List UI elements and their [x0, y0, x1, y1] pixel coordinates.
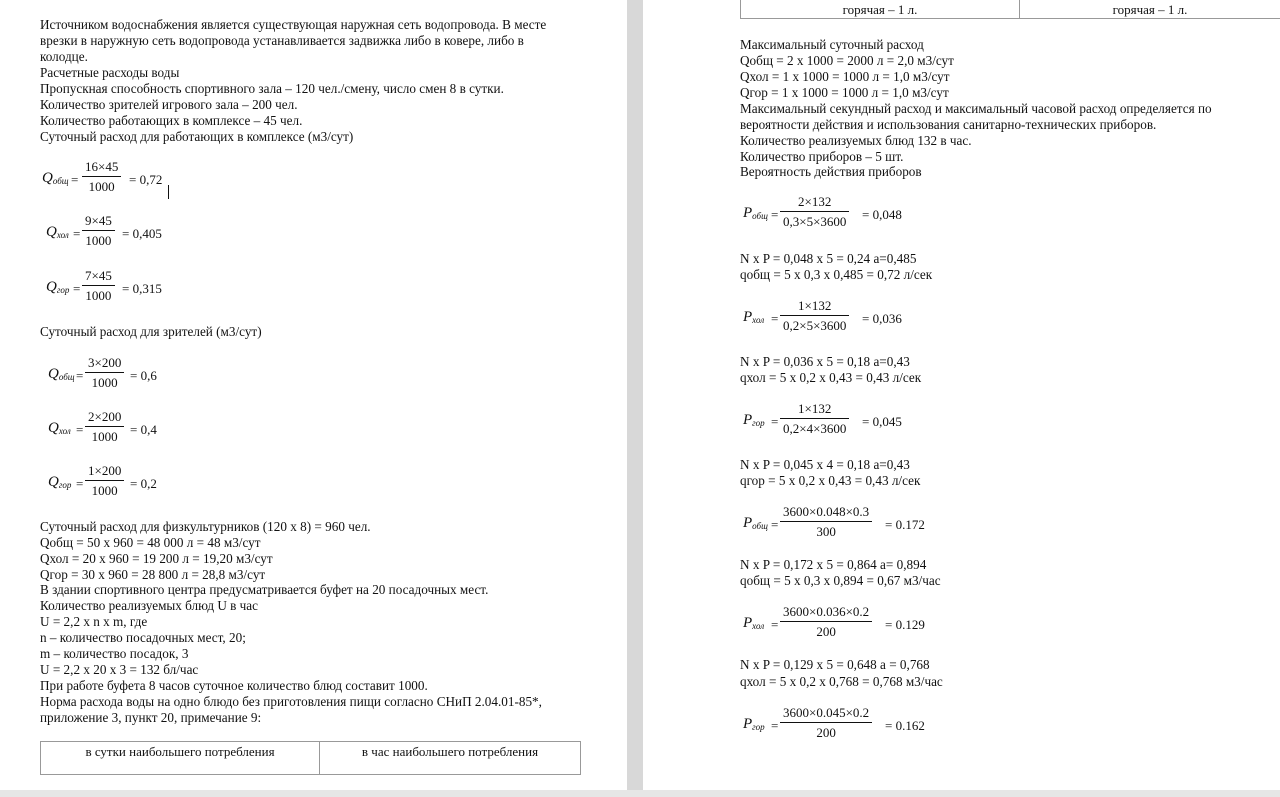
table-header-cell: в сутки наибольшего потребления: [41, 742, 320, 775]
formula-result: = 0.162: [885, 718, 925, 733]
text-line: Количество приборов – 5 шт.: [740, 149, 904, 164]
formula-result: = 0,405: [122, 226, 162, 241]
text-line: Количество зрителей игрового зала – 200 чел.: [40, 97, 298, 112]
text-line: Qобщ = 2 х 1000 = 2000 л = 2,0 м3/сут: [740, 53, 954, 68]
fraction: 7×45 1000: [82, 268, 115, 304]
formula-result: = 0,036: [862, 311, 902, 326]
fraction: 1×132 0,2×5×3600: [780, 298, 849, 334]
text-line: N х P = 0,045 х 4 = 0,18 a=0,43: [740, 457, 910, 472]
formula-result: = 0,4: [130, 422, 157, 437]
formula-symbol: $Q_{гор}$: [46, 279, 70, 295]
text-line: qобщ = 5 х 0,3 х 0,485 = 0,72 л/сек: [740, 267, 933, 282]
intro-line: колодце.: [40, 49, 88, 64]
formula-symbol: $P_{гор}$: [743, 412, 765, 428]
text-line: Суточный расход для работающих в комплексе (м3/сут): [40, 129, 354, 144]
fraction: 16×45 1000: [82, 159, 121, 195]
document-page-right: горячая – 1 л. горячая – 1 л. Максимальный суточный расход Qобщ = 2 х 1000 = 2000 л = 2,0 м3/сут Qхол = 1 х 1000 = 1000 л = 1,0 м3/сут Qгор = 1 х 1000 = 1000 л = 1,0 м3/сут Максимальный секундный расход и максимальный часовой расход определяется по вероятности действия и использования санитарно-технических приборов. Количество реализуемых блюд 132 в час. Количество приборов – 5 шт. Вероятность действия приборов $P_{общ}$ = 2×132 0,3×5×3600 = 0,048 N х P = 0,048 х 5 = 0,24 a=0,485 qобщ = 5 х 0,3 х 0,485 = 0,72 л/сек $P_{хол}$ = 1×132 0,2×5×3600 = 0,036 N х P = 0,036 х 5 = 0,18 a=0,43 qхол = 5 х 0,2 х 0,43 = 0,43 л/сек $P_{гор}$ = 1×132 0,2×4×3600 = 0,045 N х P = 0,045 х 4 = 0,18 a=0,43 qгор = 5 х 0,2 х 0,43 = 0,43 л/сек $P_{общ}$ = 3600×0.048×0.3 300 = 0.172 N х P = 0,172 х 5 = 0,864 a= 0,894 qобщ = 5 х 0,3 х 0,894 = 0,67 м3/час $P_{хол}$ = 3600×0.036×0.2 200 = 0.129 N х P = 0,129 х 5 = 0,648 a = 0,768 qхол = 5 х 0,2 х 0,768 = 0,768 м3/час $P_{гор}$ = 3600×0.045×0.2 200 = 0.162: [643, 0, 1280, 790]
document-page-left: Источником водоснабжения является существующая наружная сеть водопровода. В месте врезки в наружную сеть водопровода устанавливается задвижка либо в ковере, либо в колодце. Расчетные расходы воды Пропускная способность спортивного зала – 120 чел./смену, число смен 8 в сутки. Количество зрителей игрового зала – 200 чел. Количество работающих в комплексе – 45 чел. Суточный расход для работающих в комплексе (м3/сут) $Q_{общ}$ = 16×45 1000 = 0,72 $Q_{хол}$ = 9×45 1000 = 0,405 $Q_{гор}$ = 7×45 1000 = 0,315 Суточный расход для зрителей (м3/сут) $Q_{общ}$ = 3×200 1000 = 0,6 $Q_{хол}$ = 2×200 1000 = 0,4 $Q_{гор}$ = 1×200 1000 = 0,2 Суточный расход для физкультурников (120 х 8) = 960 чел. Qобщ = 50 х 960 = 48 000 л = 48 м3/сут Qхол = 20 х 960 = 19 200 л = 19,20 м3/сут Qгор = 30 х 960 = 28 800 л = 28,8 м3/сут В здании спортивного центра предусматривается буфет на 20 посадочных мест. Количество реализуемых блюд U в час U = 2,2 х n х m, где n – количество посадочных мест, 20; m – количество посадок, 3 U = 2,2 х 20 х 3 = 132 бл/час При работе буфета 8 часов суточное количество блюд составит 1000. Норма расхода воды на одно блюдо без приготовления пищи согласно СНиП 2.04.01-85*, приложение 3, пункт 20, примечание 9: в сутки наибольшего потребления в час наибольшего потребления: [0, 0, 627, 790]
fraction: 3×200 1000: [85, 355, 124, 391]
formula-symbol: $P_{гор}$: [743, 716, 765, 732]
text-line: m – количество посадок, 3: [40, 646, 189, 661]
text-line: Qобщ = 50 х 960 = 48 000 л = 48 м3/сут: [40, 535, 261, 550]
text-line: В здании спортивного центра предусматривается буфет на 20 посадочных мест.: [40, 582, 489, 597]
text-line: Суточный расход для зрителей (м3/сут): [40, 324, 262, 339]
fraction: 9×45 1000: [82, 213, 115, 249]
text-line: приложение 3, пункт 20, примечание 9:: [40, 710, 262, 725]
text-line: n – количество посадочных мест, 20;: [40, 630, 246, 645]
formula-symbol: $P_{хол}$: [743, 615, 765, 631]
text-line: qхол = 5 х 0,2 х 0,768 = 0,768 м3/час: [740, 674, 943, 689]
formula-result: = 0,72: [129, 172, 163, 187]
norms-table: [40, 741, 581, 775]
intro-line: Источником водоснабжения является существующая наружная сеть водопровода. В месте: [40, 17, 547, 32]
formula-symbol: $P_{хол}$: [743, 309, 765, 325]
norms-table-continued: [740, 0, 1280, 19]
page-gap: [627, 0, 643, 797]
formula-result: = 0,045: [862, 414, 902, 429]
formula-symbol: $Q_{общ}$: [42, 170, 69, 186]
text-line: N х P = 0,129 х 5 = 0,648 a = 0,768: [740, 657, 930, 672]
text-line: Qгор = 1 х 1000 = 1000 л = 1,0 м3/сут: [740, 85, 949, 100]
text-line: U = 2,2 х n х m, где: [40, 614, 148, 629]
status-bar: [0, 790, 1280, 797]
formula-symbol: $P_{общ}$: [743, 205, 768, 221]
text-line: Норма расхода воды на одно блюдо без приготовления пищи согласно СНиП 2.04.01-85*,: [40, 694, 542, 709]
formula-symbol: $Q_{хол}$: [48, 420, 71, 436]
fraction: 3600×0.036×0.2 200: [780, 604, 872, 640]
formula-symbol: $Q_{гор}$: [48, 474, 72, 490]
formula-result: = 0.172: [885, 517, 925, 532]
text-line: Суточный расход для физкультурников (120 х 8) = 960 чел.: [40, 519, 371, 534]
text-line: Qхол = 20 х 960 = 19 200 л = 19,20 м3/сут: [40, 551, 273, 566]
text-line: вероятности действия и использования санитарно-технических приборов.: [740, 117, 1157, 132]
text-line: N х P = 0,036 х 5 = 0,18 a=0,43: [740, 354, 910, 369]
fraction: 3600×0.045×0.2 200: [780, 705, 872, 741]
fraction: 1×200 1000: [85, 463, 124, 499]
formula-result: = 0,6: [130, 368, 157, 383]
text-line: N х P = 0,048 х 5 = 0,24 a=0,485: [740, 251, 917, 266]
text-line: qхол = 5 х 0,2 х 0,43 = 0,43 л/сек: [740, 370, 922, 385]
text-line: При работе буфета 8 часов суточное количество блюд составит 1000.: [40, 678, 428, 693]
text-line: N х P = 0,172 х 5 = 0,864 a= 0,894: [740, 557, 927, 572]
fraction: 3600×0.048×0.3 300: [780, 504, 872, 540]
text-line: Qхол = 1 х 1000 = 1000 л = 1,0 м3/сут: [740, 69, 950, 84]
table-cell: горячая – 1 л.: [1020, 0, 1280, 19]
text-cursor: [168, 185, 169, 199]
intro-line: врезки в наружную сеть водопровода устанавливается задвижка либо в ковере, либо в: [40, 33, 524, 48]
text-line: Пропускная способность спортивного зала – 120 чел./смену, число смен 8 в сутки.: [40, 81, 504, 96]
table-cell: горячая – 1 л.: [741, 0, 1020, 19]
formula-result: = 0,048: [862, 207, 902, 222]
text-line: Количество реализуемых блюд 132 в час.: [740, 133, 972, 148]
formula-result: = 0.129: [885, 617, 925, 632]
section-heading: Максимальный суточный расход: [740, 37, 924, 52]
formula-symbol: $P_{общ}$: [743, 515, 768, 531]
fraction: 2×200 1000: [85, 409, 124, 445]
section-heading: Расчетные расходы воды: [40, 65, 180, 80]
text-line: qобщ = 5 х 0,3 х 0,894 = 0,67 м3/час: [740, 573, 941, 588]
fraction: 1×132 0,2×4×3600: [780, 401, 849, 437]
formula-result: = 0,2: [130, 476, 157, 491]
text-line: Количество работающих в комплексе – 45 чел.: [40, 113, 303, 128]
text-line: qгор = 5 х 0,2 х 0,43 = 0,43 л/сек: [740, 473, 921, 488]
text-line: Qгор = 30 х 960 = 28 800 л = 28,8 м3/сут: [40, 567, 266, 582]
fraction: 2×132 0,3×5×3600: [780, 194, 849, 230]
table-header-cell: в час наибольшего потребления: [320, 742, 581, 775]
formula-symbol: $Q_{хол}$: [46, 224, 69, 240]
text-line: Вероятность действия приборов: [740, 164, 922, 179]
formula-result: = 0,315: [122, 281, 162, 296]
text-line: Количество реализуемых блюд U в час: [40, 598, 259, 613]
formula-symbol: $Q_{общ}$: [48, 366, 75, 382]
text-line: U = 2,2 х 20 х 3 = 132 бл/час: [40, 662, 199, 677]
text-line: Максимальный секундный расход и максимальный часовой расход определяется по: [740, 101, 1212, 116]
